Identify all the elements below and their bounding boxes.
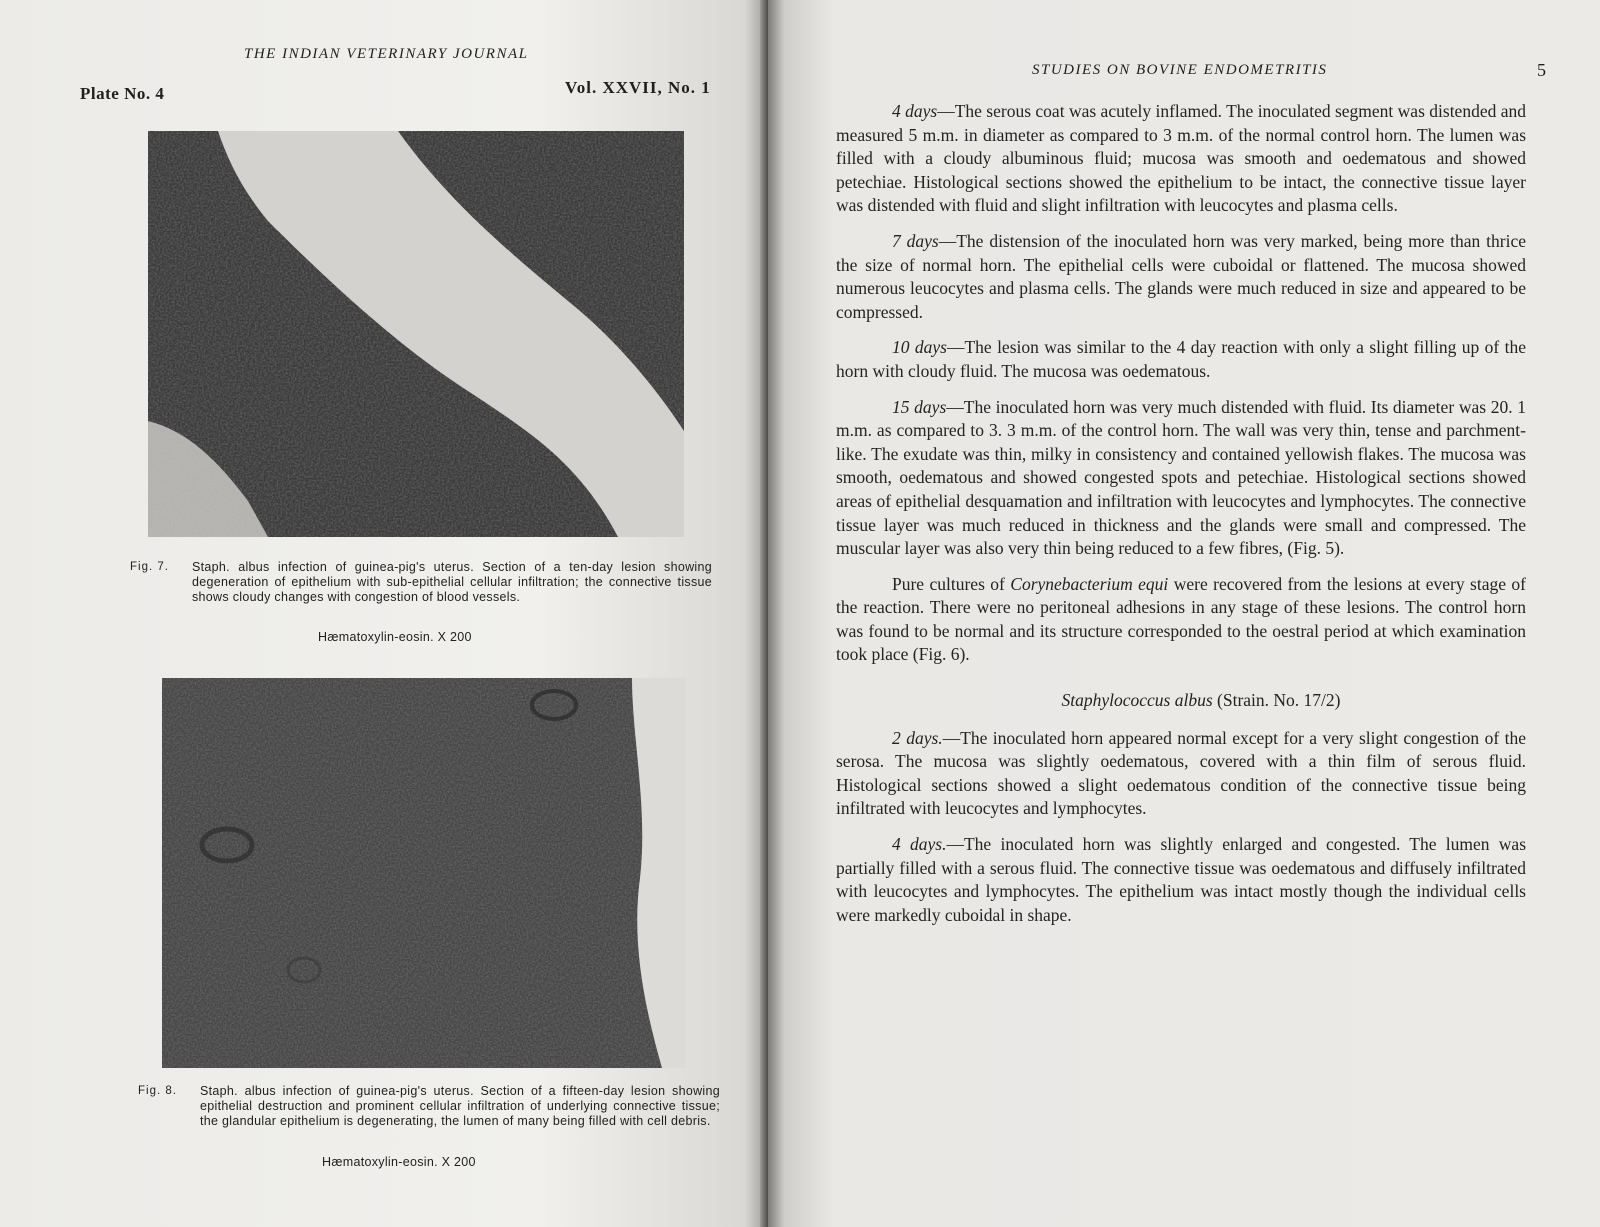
paragraph-7-days — [836, 230, 1526, 324]
organism-name: Corynebacterium equi — [1010, 573, 1169, 594]
figure-8-label: Fig. 8. — [138, 1085, 177, 1097]
paragraph-text: —The serous coat was acutely inflamed. The inoculated segment was distended and measured 5 m.m. in diameter as compared to 3 m.m. of the normal control horn. The lumen was filled with a cloudy albuminous fluid; mucosa was smooth and oedematous and showed petechiae. Histological sections showed the epithelium to be intact, the connective tissue layer was distended with fluid and slight infiltration with leucocytes and plasma cells. — [836, 101, 1526, 216]
paragraph-lead: 4 days — [892, 101, 938, 121]
left-page — [0, 0, 768, 1227]
paragraph-10-days — [836, 336, 1526, 383]
figure-7-micrograph — [148, 131, 684, 537]
plate-number: Plate No. 4 — [80, 84, 165, 103]
paragraph-text: —The inoculated horn appeared normal except for a very slight congestion of the serosa. The mucosa was slightly oedematous, covered with a thin film of serous fluid. Histological sections showed a slight oedematous condition of the connective tissue being infiltrated with leucocytes and lymphocytes. — [836, 727, 1527, 819]
figure-7-caption — [130, 560, 730, 640]
paragraph-lead: 2 days. — [892, 727, 943, 748]
figure-8-caption — [138, 1084, 738, 1164]
paragraph-15-days — [836, 396, 1526, 561]
section-subheading — [836, 689, 1526, 713]
figure-8-stain-text: Hæmatoxylin-eosin. X 200 — [322, 1155, 476, 1169]
paragraph-text: —The inoculated horn was slightly enlarged and congested. The lumen was partially filled with a serous fluid. The connective tissue was oedematous and diffusely infiltrated with leucocytes and lymphocytes. The epithelium was intact mostly though the individual cells were markedly cuboidal in shape. — [836, 834, 1526, 925]
paragraph-lead: 7 days — [892, 230, 939, 251]
subheading-strain: (Strain. No. 17/2) — [1212, 690, 1341, 711]
figure-8-micrograph — [162, 678, 686, 1068]
page-number: 5 — [1537, 60, 1546, 80]
paragraph-staph-4-days — [836, 833, 1526, 927]
paragraph-text: —The inoculated horn was very much distended with fluid. Its diameter was 20. 1 m.m. as compared to 3. 3 m.m. of the control horn. The wall was very thin, tense and parchment-like. The exudate was thin, milky in consistency and contained yellowish flakes. The mucosa was smooth, oedematous and showed congested spots and petechiae. Histological sections showed areas of epithelial desquamation and infiltration with leucocytes and lymphocytes. The connective tissue layer was much reduced in thickness and the glands were small and compressed. The muscular layer was also very thin being reduced to a few fibres, (Fig. 5). — [836, 396, 1526, 559]
subheading-organism: Staphylococcus albus — [1061, 690, 1213, 711]
figure-7-caption-text: Staph. albus infection of guinea-pig's uterus. Section of a ten-day lesion showing degeneration of epithelium with sub-epithelial cellular infiltration; the connective tissue shows cloudy changes with congestion of blood vessels. — [192, 560, 712, 604]
left-running-head: THE INDIAN VETERINARY JOURNAL — [244, 46, 529, 62]
paragraph-lead: 4 days. — [892, 834, 947, 855]
article-body — [836, 100, 1526, 939]
figure-8-stain — [322, 1155, 476, 1170]
paragraph-lead: 15 days — [892, 396, 947, 417]
paragraph-4-days — [836, 100, 1526, 218]
paragraph-pure-cultures — [836, 573, 1526, 667]
paragraph-text: Pure cultures of — [892, 573, 1011, 594]
volume-number: Vol. XXVII, No. 1 — [565, 78, 711, 97]
figure-8-caption-text: Staph. albus infection of guinea-pig's uterus. Section of a fifteen-day lesion showing epithelial destruction and prominent cellular infiltration of underlying connective tissue; the glandular epithelium is degenerating, the lumen of many being filled with cell debris. — [200, 1084, 720, 1128]
figure-7-label: Fig. 7. — [130, 561, 169, 573]
paragraph-lead: 10 days — [892, 337, 947, 358]
paragraph-staph-2-days — [836, 727, 1526, 821]
paragraph-text: were recovered from the lesions at every stage of the reaction. There were no peritoneal adhesions in any stage of these lesions. The control horn was found to be normal and its structure corresponded to the oestral period at which examination took place (Fig. 6). — [836, 573, 1526, 665]
figure-7-stain — [318, 630, 472, 645]
paragraph-text: —The distension of the inoculated horn was very marked, being more than thrice the size of normal horn. The epithelial cells were cuboidal or flattened. The mucosa showed numerous leucocytes and plasma cells. The glands were much reduced in size and appeared to be compressed. — [836, 230, 1527, 322]
figure-7-stain-text: Hæmatoxylin-eosin. X 200 — [318, 630, 472, 644]
right-running-head: STUDIES ON BOVINE ENDOMETRITIS — [1032, 62, 1328, 78]
paragraph-text: —The lesion was similar to the 4 day reaction with only a slight filling up of the horn with cloudy fluid. The mucosa was oedematous. — [836, 337, 1527, 381]
